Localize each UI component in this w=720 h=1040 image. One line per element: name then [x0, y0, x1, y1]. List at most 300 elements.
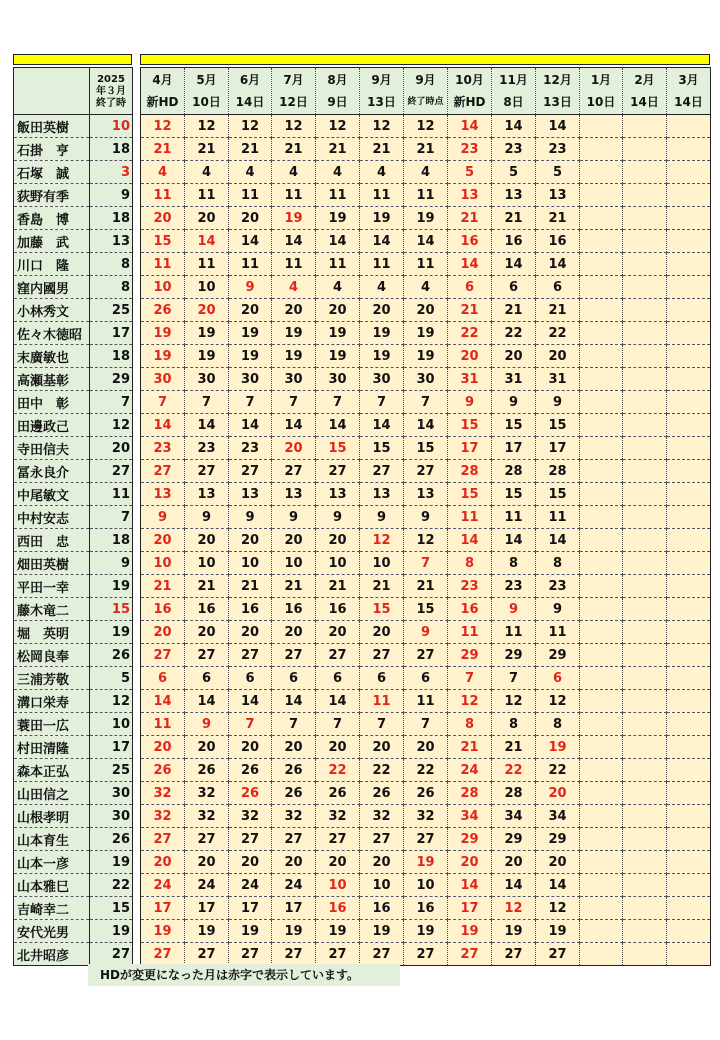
handicap-cell: 20: [316, 299, 360, 322]
handicap-cell: [580, 460, 623, 483]
handicap-cell: 19: [229, 345, 272, 368]
member-row: [14, 598, 133, 621]
handicap-cell: 29: [536, 828, 580, 851]
base-handicap: 9: [90, 184, 133, 207]
handicap-cell: 11: [185, 184, 229, 207]
handicap-cell: 20: [185, 529, 229, 552]
month-header-9: [536, 68, 580, 115]
handicap-cell: [623, 253, 667, 276]
handicap-cell: 20: [141, 207, 185, 230]
handicap-cell: 22: [448, 322, 492, 345]
handicap-row: [141, 529, 711, 552]
handicap-cell: 20: [229, 851, 272, 874]
handicap-cell: 4: [404, 276, 448, 299]
handicap-cell: 19: [404, 345, 448, 368]
handicap-cell: 19: [536, 920, 580, 943]
handicap-cell: [623, 460, 667, 483]
handicap-row: [141, 897, 711, 920]
member-row: [14, 667, 133, 690]
handicap-cell: 4: [272, 276, 316, 299]
handicap-cell: 14: [229, 230, 272, 253]
handicap-cell: 11: [316, 253, 360, 276]
handicap-cell: 9: [141, 506, 185, 529]
handicap-cell: 9: [404, 506, 448, 529]
handicap-cell: 14: [272, 414, 316, 437]
handicap-cell: 26: [229, 759, 272, 782]
base-handicap: 7: [90, 391, 133, 414]
handicap-cell: 23: [185, 437, 229, 460]
handicap-cell: 20: [185, 736, 229, 759]
handicap-cell: [623, 897, 667, 920]
handicap-cell: 26: [272, 782, 316, 805]
month-header-3: [272, 68, 316, 115]
handicap-cell: [580, 391, 623, 414]
handicap-cell: 27: [141, 460, 185, 483]
handicap-row: [141, 322, 711, 345]
handicap-cell: 22: [492, 322, 536, 345]
month-label: 1月: [590, 73, 612, 87]
handicap-cell: 21: [360, 138, 404, 161]
handicap-cell: 11: [272, 184, 316, 207]
handicap-cell: 9: [448, 391, 492, 414]
handicap-cell: 27: [272, 943, 316, 966]
handicap-cell: 34: [492, 805, 536, 828]
base-handicap: 19: [90, 621, 133, 644]
handicap-cell: 21: [404, 575, 448, 598]
handicap-cell: [623, 644, 667, 667]
base-handicap: 22: [90, 874, 133, 897]
handicap-cell: 12: [360, 529, 404, 552]
handicap-cell: 21: [492, 736, 536, 759]
handicap-cell: 27: [272, 644, 316, 667]
handicap-cell: 22: [316, 759, 360, 782]
handicap-cell: [580, 368, 623, 391]
handicap-cell: 20: [229, 529, 272, 552]
month-header-10: [580, 68, 623, 115]
handicap-cell: 9: [229, 276, 272, 299]
handicap-cell: 16: [360, 897, 404, 920]
member-name: 山本育生: [14, 828, 90, 851]
handicap-cell: [623, 552, 667, 575]
handicap-cell: [667, 713, 711, 736]
member-row: [14, 851, 133, 874]
handicap-cell: 12: [404, 529, 448, 552]
handicap-cell: 32: [360, 805, 404, 828]
member-name: 川口 隆: [14, 253, 90, 276]
handicap-cell: 29: [448, 644, 492, 667]
handicap-cell: 20: [185, 299, 229, 322]
handicap-cell: 17: [536, 437, 580, 460]
handicap-cell: 6: [404, 667, 448, 690]
handicap-cell: 9: [404, 621, 448, 644]
base-header-cell: [90, 68, 133, 115]
handicap-cell: 7: [316, 391, 360, 414]
base-handicap: 19: [90, 851, 133, 874]
handicap-cell: 27: [360, 943, 404, 966]
handicap-cell: 20: [360, 621, 404, 644]
handicap-cell: 20: [272, 437, 316, 460]
handicap-row: [141, 414, 711, 437]
month-header-6: [404, 68, 448, 115]
handicap-cell: [580, 230, 623, 253]
handicap-cell: [667, 138, 711, 161]
month-sub-label: 12日: [279, 95, 308, 109]
handicap-cell: [623, 690, 667, 713]
handicap-cell: 20: [141, 736, 185, 759]
handicap-cell: 15: [360, 437, 404, 460]
handicap-cell: 21: [536, 207, 580, 230]
handicap-cell: [667, 161, 711, 184]
handicap-cell: 9: [536, 598, 580, 621]
handicap-cell: [580, 276, 623, 299]
handicap-cell: 4: [272, 161, 316, 184]
handicap-cell: [667, 207, 711, 230]
handicap-table: [140, 67, 711, 966]
handicap-row: [141, 920, 711, 943]
handicap-cell: 4: [360, 276, 404, 299]
handicap-cell: [580, 184, 623, 207]
base-handicap: 10: [90, 713, 133, 736]
handicap-cell: [580, 782, 623, 805]
handicap-cell: 11: [316, 184, 360, 207]
handicap-cell: 23: [229, 437, 272, 460]
handicap-cell: 10: [229, 552, 272, 575]
member-name: 荻野有季: [14, 184, 90, 207]
handicap-cell: 17: [272, 897, 316, 920]
handicap-cell: 20: [141, 621, 185, 644]
handicap-cell: 27: [185, 460, 229, 483]
handicap-cell: [667, 552, 711, 575]
handicap-cell: 20: [272, 529, 316, 552]
handicap-cell: [667, 897, 711, 920]
handicap-cell: 14: [536, 874, 580, 897]
handicap-row: [141, 851, 711, 874]
handicap-cell: 7: [492, 667, 536, 690]
handicap-cell: [580, 874, 623, 897]
member-name: 末廣敏也: [14, 345, 90, 368]
base-handicap: 8: [90, 253, 133, 276]
handicap-cell: 9: [492, 598, 536, 621]
handicap-cell: 20: [185, 621, 229, 644]
handicap-cell: 21: [360, 575, 404, 598]
handicap-cell: [623, 943, 667, 966]
handicap-cell: 11: [272, 253, 316, 276]
handicap-cell: 10: [141, 276, 185, 299]
handicap-cell: 12: [185, 115, 229, 138]
handicap-cell: 12: [272, 115, 316, 138]
handicap-cell: 21: [185, 575, 229, 598]
handicap-cell: 11: [404, 690, 448, 713]
handicap-cell: 12: [492, 897, 536, 920]
handicap-cell: 15: [360, 598, 404, 621]
handicap-cell: 6: [536, 276, 580, 299]
handicap-cell: [623, 368, 667, 391]
handicap-row: [141, 667, 711, 690]
handicap-cell: [623, 851, 667, 874]
member-name: 北井昭彦: [14, 943, 90, 966]
handicap-cell: 6: [229, 667, 272, 690]
handicap-cell: 14: [316, 230, 360, 253]
member-table-body: [14, 115, 133, 966]
handicap-cell: 19: [448, 920, 492, 943]
handicap-cell: [580, 943, 623, 966]
handicap-cell: [667, 621, 711, 644]
handicap-cell: 20: [316, 736, 360, 759]
member-name: 寺田信夫: [14, 437, 90, 460]
member-row: [14, 345, 133, 368]
handicap-cell: [667, 529, 711, 552]
handicap-row: [141, 690, 711, 713]
handicap-cell: 23: [492, 138, 536, 161]
handicap-cell: [580, 207, 623, 230]
handicap-cell: 19: [316, 322, 360, 345]
handicap-cell: 11: [536, 506, 580, 529]
handicap-cell: 27: [229, 828, 272, 851]
member-row: [14, 736, 133, 759]
member-name: 飯田英樹: [14, 115, 90, 138]
base-handicap: 18: [90, 138, 133, 161]
handicap-cell: 32: [141, 805, 185, 828]
member-row: [14, 161, 133, 184]
handicap-cell: 30: [360, 368, 404, 391]
handicap-cell: 21: [272, 575, 316, 598]
base-handicap: 11: [90, 483, 133, 506]
handicap-cell: [667, 230, 711, 253]
handicap-cell: 6: [272, 667, 316, 690]
month-sub-label: 10日: [192, 95, 221, 109]
handicap-cell: [667, 460, 711, 483]
handicap-cell: [580, 483, 623, 506]
handicap-cell: 12: [229, 115, 272, 138]
member-name: 畑田英樹: [14, 552, 90, 575]
member-name: 山本雅巳: [14, 874, 90, 897]
handicap-cell: 11: [448, 621, 492, 644]
handicap-cell: [667, 598, 711, 621]
handicap-cell: 19: [272, 345, 316, 368]
handicap-cell: 26: [185, 759, 229, 782]
handicap-cell: 19: [185, 345, 229, 368]
handicap-row: [141, 621, 711, 644]
base-handicap: 26: [90, 644, 133, 667]
member-name: 村田清隆: [14, 736, 90, 759]
handicap-cell: 23: [536, 138, 580, 161]
member-row: [14, 552, 133, 575]
handicap-cell: 6: [492, 276, 536, 299]
base-handicap: 26: [90, 828, 133, 851]
yellow-header-bar-right: [140, 54, 710, 65]
member-name: 高瀬基彰: [14, 368, 90, 391]
handicap-cell: 16: [272, 598, 316, 621]
handicap-cell: [623, 759, 667, 782]
base-header-line3: 終了時: [96, 97, 126, 109]
handicap-cell: 27: [316, 943, 360, 966]
handicap-cell: 12: [316, 115, 360, 138]
handicap-row: [141, 506, 711, 529]
month-header-12: [667, 68, 711, 115]
member-name: 三浦芳敬: [14, 667, 90, 690]
handicap-cell: 7: [448, 667, 492, 690]
member-name: 安代光男: [14, 920, 90, 943]
member-row: [14, 943, 133, 966]
handicap-cell: 19: [141, 345, 185, 368]
handicap-cell: 12: [141, 115, 185, 138]
handicap-cell: 7: [229, 713, 272, 736]
handicap-cell: 16: [536, 230, 580, 253]
handicap-cell: 9: [185, 713, 229, 736]
handicap-cell: 11: [229, 184, 272, 207]
base-handicap: 18: [90, 207, 133, 230]
base-handicap: 12: [90, 690, 133, 713]
handicap-cell: 7: [185, 391, 229, 414]
handicap-cell: [623, 184, 667, 207]
handicap-cell: [667, 874, 711, 897]
month-sub-label: 8日: [503, 95, 524, 109]
handicap-cell: 20: [492, 345, 536, 368]
handicap-cell: 19: [272, 207, 316, 230]
member-row: [14, 920, 133, 943]
handicap-cell: 27: [360, 460, 404, 483]
handicap-cell: 10: [404, 874, 448, 897]
handicap-cell: [580, 115, 623, 138]
handicap-cell: 20: [448, 851, 492, 874]
handicap-cell: 12: [536, 690, 580, 713]
handicap-cell: 11: [141, 713, 185, 736]
member-name: 平田一幸: [14, 575, 90, 598]
handicap-cell: 14: [536, 253, 580, 276]
handicap-cell: [667, 414, 711, 437]
member-row: [14, 483, 133, 506]
handicap-cell: 14: [536, 529, 580, 552]
handicap-cell: 6: [185, 667, 229, 690]
handicap-cell: 19: [492, 920, 536, 943]
handicap-cell: [580, 437, 623, 460]
handicap-cell: 7: [360, 391, 404, 414]
handicap-cell: 19: [316, 207, 360, 230]
handicap-cell: 16: [316, 598, 360, 621]
handicap-cell: [580, 345, 623, 368]
member-row: [14, 391, 133, 414]
month-label: 7月: [283, 73, 304, 87]
handicap-cell: [667, 391, 711, 414]
handicap-cell: 8: [536, 552, 580, 575]
member-row: [14, 368, 133, 391]
handicap-cell: 20: [272, 851, 316, 874]
handicap-cell: 27: [316, 828, 360, 851]
member-row: [14, 690, 133, 713]
handicap-cell: 16: [448, 230, 492, 253]
month-label: 12月: [543, 73, 572, 87]
handicap-cell: 11: [141, 184, 185, 207]
handicap-cell: [580, 253, 623, 276]
handicap-row: [141, 828, 711, 851]
month-header-2: [229, 68, 272, 115]
handicap-cell: 4: [316, 161, 360, 184]
handicap-cell: 26: [141, 299, 185, 322]
handicap-cell: 21: [448, 736, 492, 759]
handicap-cell: [667, 644, 711, 667]
month-sub-label: 10日: [586, 95, 616, 109]
handicap-cell: 27: [360, 644, 404, 667]
handicap-cell: 32: [185, 782, 229, 805]
handicap-cell: [623, 276, 667, 299]
handicap-row: [141, 437, 711, 460]
member-name: 中村安志: [14, 506, 90, 529]
handicap-cell: 8: [492, 713, 536, 736]
handicap-cell: 27: [272, 828, 316, 851]
handicap-cell: 23: [492, 575, 536, 598]
handicap-cell: [623, 920, 667, 943]
handicap-cell: [623, 322, 667, 345]
handicap-cell: 20: [536, 851, 580, 874]
member-name: 蓑田一広: [14, 713, 90, 736]
handicap-cell: 5: [448, 161, 492, 184]
handicap-cell: [667, 276, 711, 299]
handicap-cell: 14: [492, 529, 536, 552]
handicap-row: [141, 874, 711, 897]
handicap-cell: 9: [536, 391, 580, 414]
handicap-cell: 24: [448, 759, 492, 782]
handicap-cell: [667, 759, 711, 782]
member-row: [14, 253, 133, 276]
handicap-cell: [667, 299, 711, 322]
member-table: [13, 67, 133, 966]
handicap-cell: 10: [185, 552, 229, 575]
handicap-cell: [580, 920, 623, 943]
handicap-cell: [623, 138, 667, 161]
handicap-cell: 19: [141, 920, 185, 943]
member-name: 香島 博: [14, 207, 90, 230]
handicap-cell: 20: [360, 736, 404, 759]
handicap-cell: 14: [448, 874, 492, 897]
member-row: [14, 322, 133, 345]
handicap-cell: 24: [272, 874, 316, 897]
handicap-cell: 26: [360, 782, 404, 805]
handicap-cell: 19: [229, 322, 272, 345]
handicap-cell: 14: [141, 690, 185, 713]
handicap-cell: 15: [492, 483, 536, 506]
handicap-cell: 27: [185, 943, 229, 966]
handicap-cell: 9: [316, 506, 360, 529]
handicap-cell: 13: [404, 483, 448, 506]
handicap-cell: 20: [229, 736, 272, 759]
handicap-row: [141, 483, 711, 506]
handicap-cell: 10: [316, 552, 360, 575]
handicap-cell: 14: [492, 115, 536, 138]
handicap-cell: 13: [272, 483, 316, 506]
base-handicap: 8: [90, 276, 133, 299]
handicap-cell: 27: [141, 644, 185, 667]
handicap-cell: 9: [229, 506, 272, 529]
handicap-cell: 12: [448, 690, 492, 713]
handicap-cell: 11: [448, 506, 492, 529]
month-sub-label: 14日: [674, 95, 703, 109]
handicap-cell: [623, 598, 667, 621]
handicap-cell: 21: [404, 138, 448, 161]
handicap-cell: 27: [404, 943, 448, 966]
handicap-cell: 27: [229, 460, 272, 483]
month-header-1: [185, 68, 229, 115]
base-header-line2: 年３月: [96, 85, 126, 97]
handicap-cell: [623, 805, 667, 828]
handicap-cell: 6: [360, 667, 404, 690]
base-handicap: 19: [90, 920, 133, 943]
base-handicap: 27: [90, 943, 133, 966]
month-header-0: [141, 68, 185, 115]
handicap-cell: 28: [492, 782, 536, 805]
handicap-cell: 6: [316, 667, 360, 690]
handicap-cell: [580, 805, 623, 828]
handicap-cell: 21: [448, 299, 492, 322]
